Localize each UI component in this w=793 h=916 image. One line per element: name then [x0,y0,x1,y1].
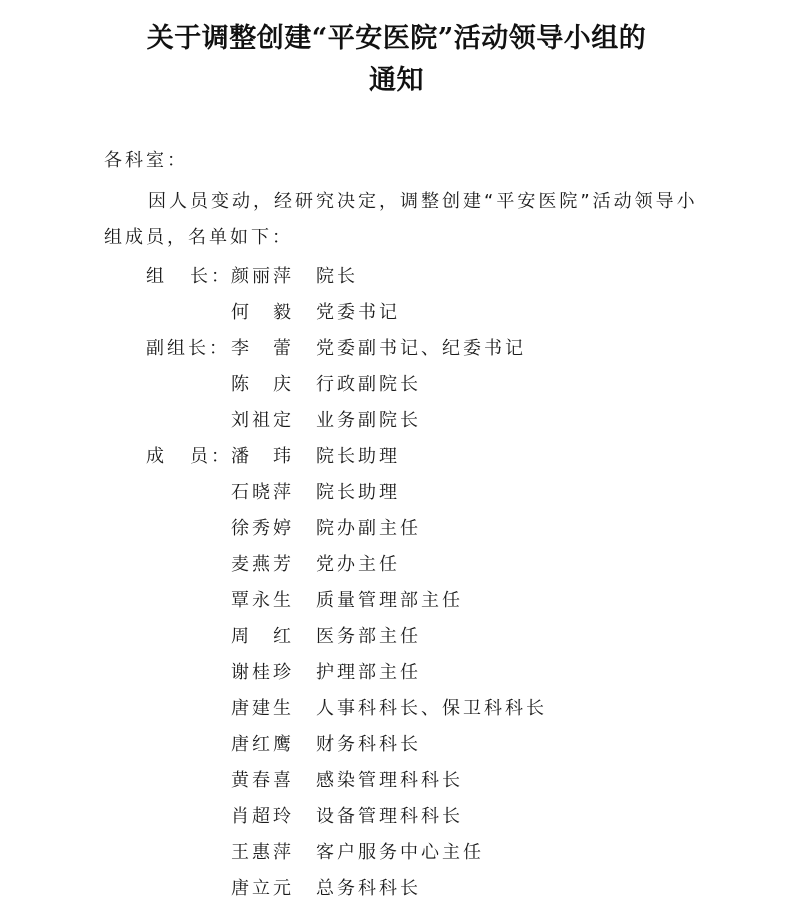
member-name: 刘祖定 [231,410,294,431]
document-title-line-1: 关于调整创建“平安医院”活动领导小组的 [146,23,647,54]
member-name: 唐红鹰 [231,734,294,755]
member-name-part: 何 [231,302,249,323]
member-name: 黄春喜 [231,770,294,791]
member-name: 唐建生 [231,698,294,719]
member-name [231,622,303,648]
member-position: 党办主任 [316,554,400,575]
member-position: 质量管理部主任 [316,590,463,611]
member-name [231,298,303,324]
roster-row [0,616,793,652]
member-position: 党委书记 [316,302,400,323]
role-label-part: 长： [190,266,232,287]
member-name-part: 蕾 [273,338,291,359]
role-label [146,262,230,288]
member-name: 肖超玲 [231,806,294,827]
roster-row [0,652,793,688]
roster-row [0,436,793,472]
member-name [231,442,303,468]
roster-row [0,724,793,760]
member-position: 业务副院长 [316,410,421,431]
roster-row [0,868,793,904]
role-label: 副组长： [146,338,230,359]
member-position: 医务部主任 [316,626,421,647]
member-name: 石晓萍 [231,482,294,503]
roster-row [0,256,793,292]
role-label [146,442,230,468]
document-title-line-2: 通知 [369,65,424,96]
member-position: 人事科科长、保卫科科长 [316,698,547,719]
member-name-part: 红 [273,626,291,647]
roster-row [0,832,793,868]
roster-row [0,796,793,832]
member-position: 党委副书记、纪委书记 [316,338,526,359]
member-position: 行政副院长 [316,374,421,395]
member-name: 颜丽萍 [231,266,294,287]
member-name-part: 周 [231,626,249,647]
member-name: 王惠萍 [231,842,294,863]
role-label-part: 组 [146,266,167,287]
roster-row [0,328,793,364]
member-position: 院长助理 [316,446,400,467]
member-name-part: 陈 [231,374,249,395]
member-position: 财务科科长 [316,734,421,755]
member-name-part: 李 [231,338,249,359]
member-name: 覃永生 [231,590,294,611]
roster-row [0,688,793,724]
member-position: 总务科科长 [316,878,421,899]
member-name: 麦燕芳 [231,554,294,575]
salutation: 各科室： [104,150,188,171]
member-name: 徐秀婷 [231,518,294,539]
role-label-part: 成 [146,446,167,467]
member-name [231,370,303,396]
member-position: 院长助理 [316,482,400,503]
role-label-part: 员： [190,446,232,467]
member-position: 护理部主任 [316,662,421,683]
roster-row [0,472,793,508]
member-name-part: 毅 [273,302,291,323]
member-name: 唐立元 [231,878,294,899]
member-position: 院办副主任 [316,518,421,539]
member-name-part: 潘 [231,446,249,467]
intro-paragraph: 因人员变动，经研究决定，调整创建“平安医院”活动领导小组成员，名单如下： [104,191,698,248]
member-position: 客户服务中心主任 [316,842,484,863]
member-name [231,334,303,360]
roster-row [0,544,793,580]
member-name-part: 玮 [273,446,291,467]
roster-row [0,508,793,544]
roster-row [0,364,793,400]
member-name-part: 庆 [273,374,291,395]
member-position: 设备管理科科长 [316,806,463,827]
member-position: 院长 [316,266,358,287]
member-name: 谢桂珍 [231,662,294,683]
roster-row [0,292,793,328]
member-position: 感染管理科科长 [316,770,463,791]
roster-row [0,760,793,796]
roster-row [0,400,793,436]
roster-row [0,580,793,616]
